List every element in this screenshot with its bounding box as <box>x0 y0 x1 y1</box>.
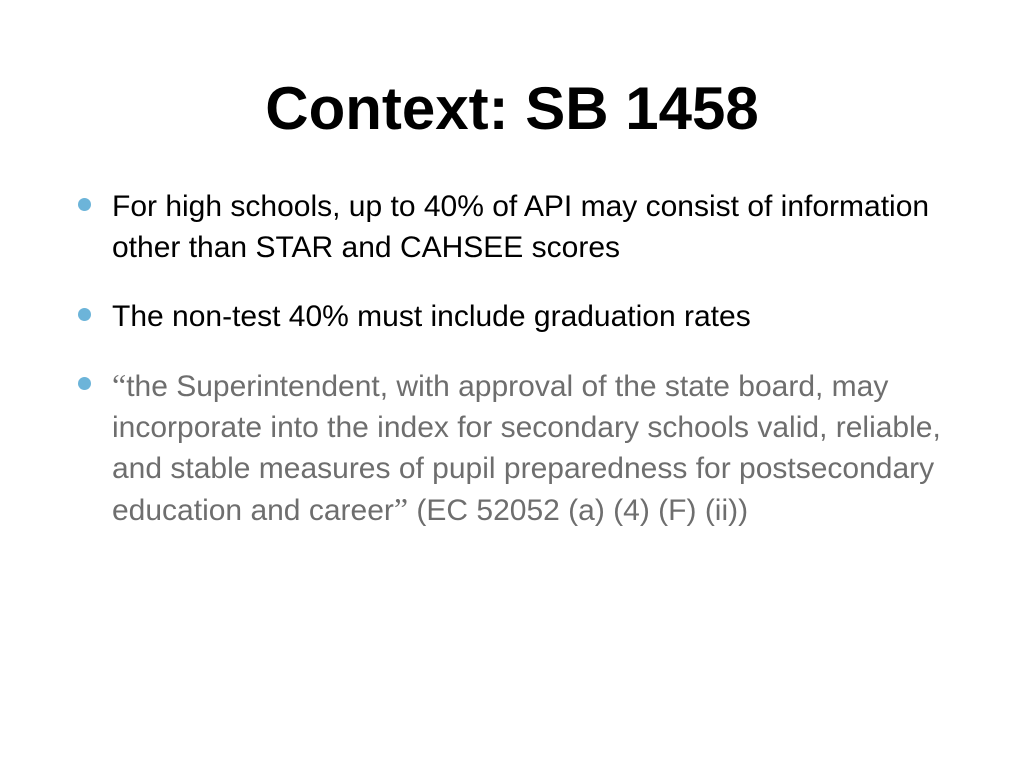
bullet-dot-icon <box>78 377 91 390</box>
citation-text: (EC 52052 (a) (4) (F) (ii)) <box>416 494 749 527</box>
bullet-text: For high schools, up to 40% of API may consist of information other than STAR and CAHSEE scores <box>112 190 930 264</box>
bullet-item-graduation-rates <box>76 296 966 337</box>
slide-title: Context: SB 1458 <box>265 75 759 142</box>
quote-text: the Superintendent, with approval of the state board, may incorporate into the index for secondary schools valid, reliable, and stable measures of pupil preparedness for postsecondary education and career <box>112 370 941 527</box>
bullet-dot-icon <box>78 198 91 211</box>
bullet-item-quote <box>76 365 966 531</box>
bullet-item-high-schools <box>76 186 966 268</box>
bullet-dot-icon <box>78 308 91 321</box>
quote-close-mark: ” <box>393 491 409 527</box>
bullet-list <box>76 186 966 531</box>
bullet-text: The non-test 40% must include graduation rates <box>112 300 751 333</box>
quote-open-mark: “ <box>112 367 127 403</box>
